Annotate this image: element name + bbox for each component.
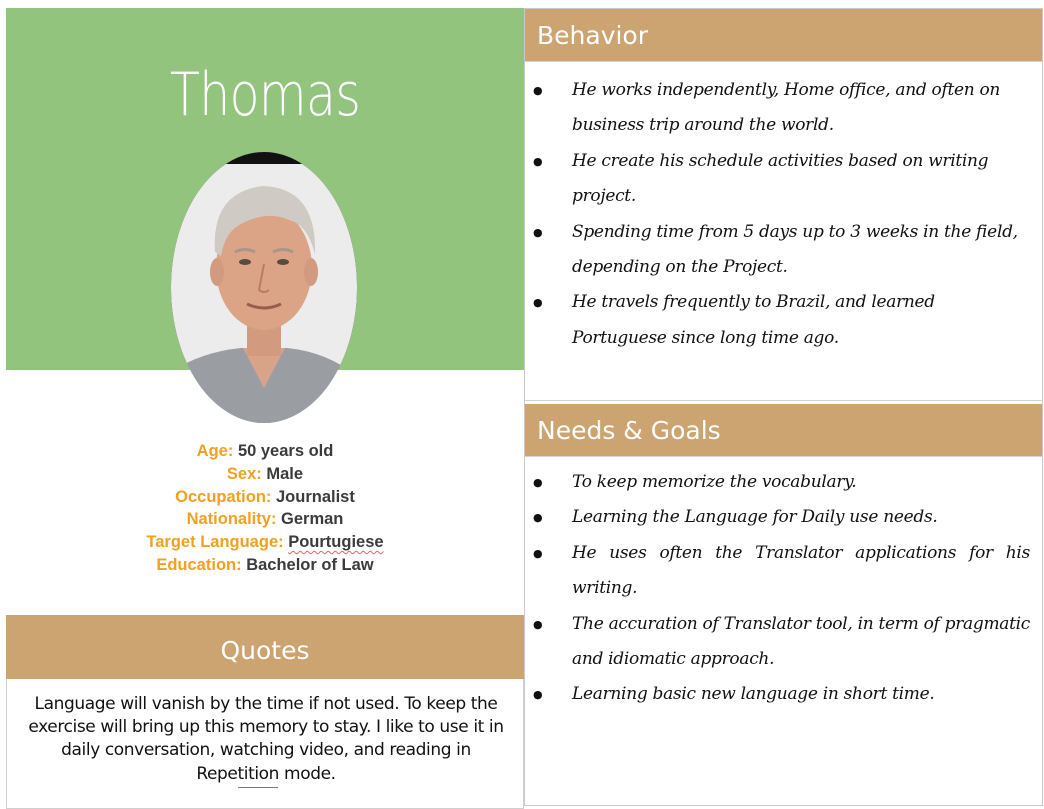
fact-label: Occupation: xyxy=(175,487,272,506)
persona-name: Thomas xyxy=(169,60,361,130)
fact-education xyxy=(6,554,524,577)
fact-occupation xyxy=(6,486,524,509)
persona-portrait-image xyxy=(171,152,357,423)
list-item: ● To keep memorize the vocabulary. xyxy=(525,465,1042,500)
fact-value: 50 years old xyxy=(237,442,334,460)
persona-details-panel xyxy=(524,8,1043,806)
fact-value: Journalist xyxy=(276,487,355,506)
list-item: ● He travels frequently to Brazil, and learned Portuguese since long time ago. xyxy=(525,285,1042,356)
list-item: ● He create his schedule activities based on writing project. xyxy=(525,144,1042,215)
fact-label: Sex: xyxy=(226,464,262,483)
needs-goals-header xyxy=(525,404,1042,456)
list-item: ● He works independently, Home office, and often on business trip around the world. xyxy=(525,73,1042,144)
fact-label: Education: xyxy=(156,555,242,574)
fact-age xyxy=(6,440,524,463)
quote-box xyxy=(6,679,524,809)
persona-photo xyxy=(171,152,357,423)
list-item: ● Learning basic new language in short time. xyxy=(525,677,1042,712)
needs-goals-title: Needs & Goals xyxy=(537,416,721,445)
fact-value: Bachelor of Law xyxy=(246,555,374,574)
fact-nationality xyxy=(6,508,524,531)
list-item: ● The accuration of Translator tool, in term of pragmatic and idiomatic approach. xyxy=(525,607,1042,678)
needs-goals-list xyxy=(525,465,1042,713)
behavior-header xyxy=(525,9,1042,61)
quote-divider xyxy=(238,787,278,788)
fact-label: Nationality: xyxy=(186,510,277,529)
fact-label: Age: xyxy=(196,442,234,460)
behavior-list xyxy=(525,73,1042,356)
list-item: ● Learning the Language for Daily use needs. xyxy=(525,500,1042,535)
fact-label: Target Language: xyxy=(146,533,284,552)
quote-text: Language will vanish by the time if not used. To keep the exercise will bring up this memory to stay. I like to use it in daily conversation, watching video, and reading in Repetition mode. xyxy=(28,694,504,784)
list-item: ● Spending time from 5 days up to 3 weeks in the field, depending on the Project. xyxy=(525,215,1042,286)
quotes-header xyxy=(6,615,524,679)
fact-value: Pourtugiese xyxy=(288,533,384,552)
behavior-title: Behavior xyxy=(537,21,649,50)
fact-value: Male xyxy=(266,464,304,483)
fact-target-language xyxy=(6,531,524,554)
fact-sex xyxy=(6,463,524,486)
quotes-title: Quotes xyxy=(220,636,310,665)
persona-facts xyxy=(6,440,524,577)
persona-profile-panel xyxy=(6,8,524,809)
fact-value: German xyxy=(281,510,344,529)
list-item: ● He uses often the Translator applications for his writing. xyxy=(525,536,1042,607)
